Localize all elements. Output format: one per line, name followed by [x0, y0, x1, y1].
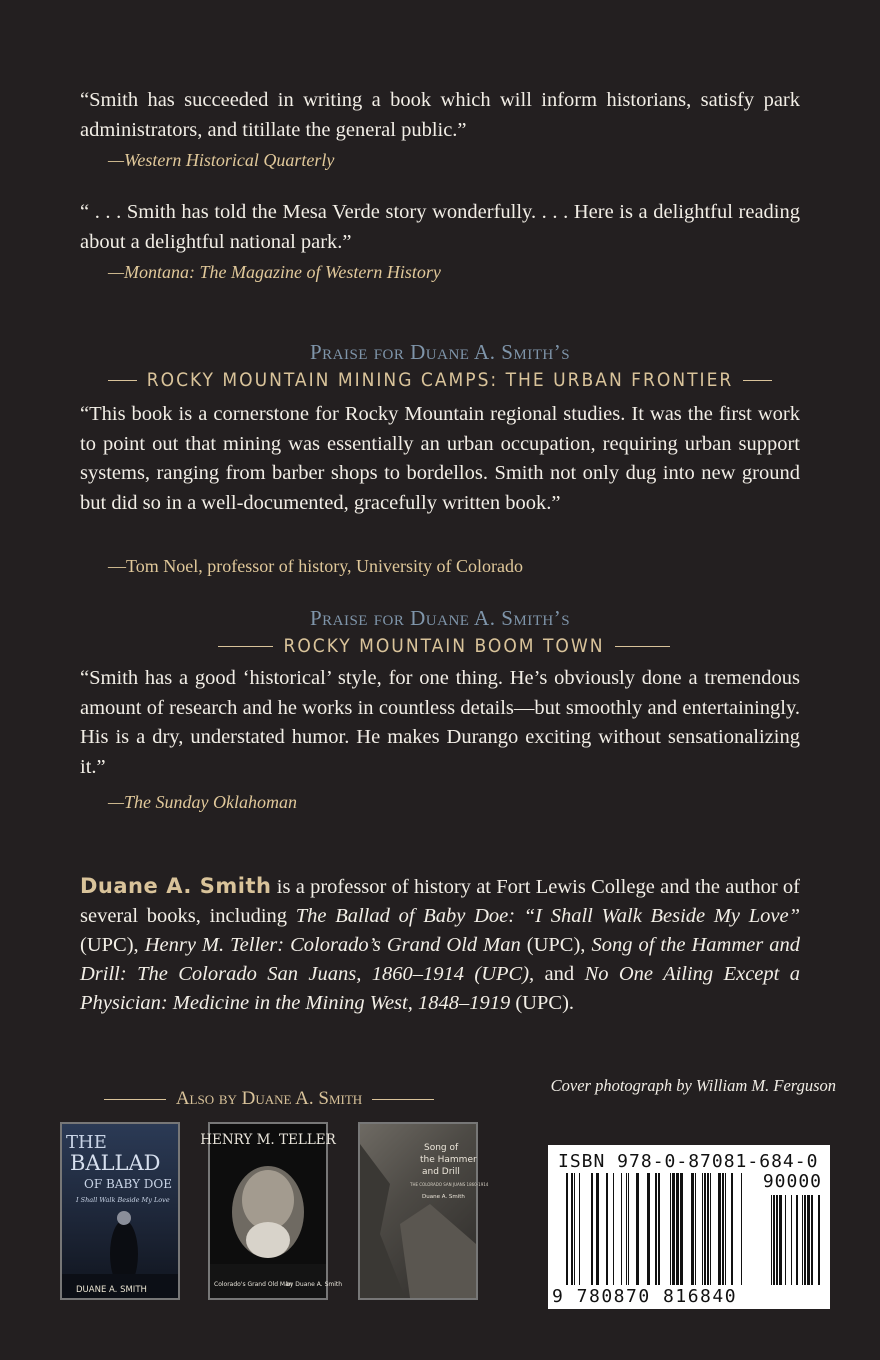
ballad-title-c: OF BABY DOE: [84, 1177, 173, 1191]
praise-quote-1: “This book is a cornerstone for Rocky Mountain regional studies. It was the first work to point out that mining was essentially an urban occupation, requiring urban support systems, ranging from barber shops to bordellos. Smith not only dug into new ground but did so in a well-documented, gracefully written book.”: [80, 403, 800, 514]
barcode-bar: [771, 1195, 772, 1285]
barcode-bar: [613, 1173, 614, 1285]
bio-text: (UPC).: [510, 992, 575, 1014]
barcode-bar: [785, 1195, 786, 1285]
praise-source-1: —Tom Noel, professor of history, University of Colorado: [108, 556, 524, 576]
barcode-bar: [818, 1195, 820, 1285]
bio-book-3: Song of the Hammer and Drill: The Colorado San Juans, 1860–1914 (UPC): [80, 934, 800, 985]
bio-book-1: The Ballad of Baby Doe: “I Shall Walk Beside My Love”: [295, 905, 800, 927]
barcode-bar: [722, 1173, 724, 1285]
barcode-bar: [571, 1173, 573, 1285]
barcode-box: [548, 1145, 830, 1309]
praise-source-2: —The Sunday Oklahoman: [108, 792, 297, 812]
barcode-bar: [680, 1173, 683, 1285]
barcode-bar: [807, 1195, 810, 1285]
barcode-bar: [811, 1195, 813, 1285]
ballad-subtitle: I Shall Walk Beside My Love: [76, 1196, 170, 1204]
barcode-bar: [658, 1173, 660, 1285]
barcode-bar: [574, 1173, 575, 1285]
cover-credit: Cover photograph by William M. Ferguson: [550, 1076, 836, 1095]
book-cover-teller-art: [200, 1124, 343, 1298]
barcode-bar: [695, 1173, 696, 1285]
barcode-bar: [591, 1173, 593, 1285]
teller-subtitle: Colorado's Grand Old Man: [214, 1281, 293, 1288]
ean-digits: 9 780870 816840: [552, 1286, 738, 1307]
barcode-bars: [548, 1145, 830, 1309]
isbn-text: ISBN 978-0-87081-684-0: [558, 1151, 819, 1172]
teller-title: HENRY M. TELLER: [200, 1132, 336, 1148]
barcode-bar: [626, 1173, 627, 1285]
book-cover-ballad-art: [62, 1124, 178, 1298]
bio-book-2: Henry M. Teller: Colorado’s Grand Old Man: [144, 934, 521, 956]
review-source-1: —Western Historical Quarterly: [108, 150, 335, 170]
review-quote-1: “Smith has succeeded in writing a book which will inform historians, satisfy park administrators, and titillate the general public.”: [80, 89, 800, 141]
hammer-title-b: the Hammer: [420, 1155, 477, 1165]
barcode-bar: [725, 1173, 726, 1285]
book-cover-hammer-art: [360, 1124, 489, 1298]
barcode-bar: [621, 1173, 622, 1285]
ballad-title-b: BALLAD: [70, 1151, 161, 1175]
barcode-bar: [731, 1173, 733, 1285]
barcode-bar: [804, 1195, 806, 1285]
book-cover-teller: [200, 1122, 343, 1300]
barcode-bar: [566, 1173, 568, 1285]
barcode-bar: [796, 1195, 798, 1285]
ballad-title-a: THE: [66, 1132, 107, 1153]
barcode-bar: [741, 1173, 742, 1285]
book-cover-hammer: [358, 1122, 489, 1300]
barcode-bar: [704, 1173, 706, 1285]
barcode-bar: [718, 1173, 721, 1285]
author-name: Duane A. Smith: [80, 874, 272, 898]
author-bio: [80, 872, 800, 1018]
bio-text: (UPC),: [80, 934, 145, 956]
hammer-subtitle: THE COLORADO SAN JUANS 1860-1914: [410, 1182, 489, 1187]
barcode-bar: [670, 1173, 671, 1285]
praise-title-rule-2: [218, 634, 670, 658]
barcode-bar: [773, 1195, 775, 1285]
bio-text: (UPC),: [520, 934, 592, 956]
teller-author: by Duane A. Smith: [286, 1281, 343, 1288]
barcode-bar: [710, 1173, 711, 1285]
barcode-bar: [596, 1173, 599, 1285]
price-code: 90000: [762, 1171, 822, 1192]
praise-heading-1: Praise for Duane A. Smith’s: [309, 340, 571, 364]
review-quote-2: “ . . . Smith has told the Mesa Verde story wonderfully. . . . Here is a delightful reading about a delightful national park.”: [80, 201, 800, 253]
barcode-bar: [655, 1173, 657, 1285]
barcode-bar: [776, 1195, 778, 1285]
bio-text: is a professor of history at Fort Lewis College and the author of several books, including: [80, 876, 801, 927]
bio-book-4: No One Ailing Except a Physician: Medicine in the Mining West, 1848–1919: [80, 963, 800, 1014]
praise-book-title-1: ROCKY MOUNTAIN MINING CAMPS: THE URBAN FRONTIER: [146, 369, 734, 391]
hammer-author: Duane A. Smith: [422, 1194, 465, 1200]
hammer-title-a: Song of: [424, 1143, 459, 1153]
barcode-bar: [647, 1173, 650, 1285]
barcode-bar: [636, 1173, 639, 1285]
barcode-bar: [691, 1173, 694, 1285]
barcode-bar: [628, 1173, 629, 1285]
barcode-bar: [672, 1173, 675, 1285]
ballad-author: DUANE A. SMITH: [76, 1285, 147, 1295]
praise-book-title-2: ROCKY MOUNTAIN BOOM TOWN: [283, 635, 605, 657]
barcode-bar: [676, 1173, 679, 1285]
barcode-bar: [802, 1195, 803, 1285]
also-by-heading: [104, 1088, 434, 1110]
barcode-bar: [606, 1173, 608, 1285]
barcode-bar: [791, 1195, 792, 1285]
hammer-title-c: and Drill: [422, 1167, 460, 1177]
praise-quote-2: “Smith has a good ‘historical’ style, for one thing. He’s obviously done a tremendous amount of research and he works in countless details—but smoothly and entertainingly. His is a dry, understated humor. He makes Durango exciting without sensationalizing it.”: [80, 667, 800, 778]
also-by-text: Also by Duane A. Smith: [175, 1088, 363, 1109]
review-source-2: —Montana: The Magazine of Western History: [108, 262, 441, 282]
barcode-bar: [779, 1195, 782, 1285]
book-cover-ballad: [60, 1122, 180, 1300]
barcode-bar: [579, 1173, 580, 1285]
bio-text: , and: [529, 963, 585, 985]
praise-title-rule-1: [108, 368, 772, 392]
barcode-bar: [702, 1173, 703, 1285]
barcode-bar: [707, 1173, 709, 1285]
praise-heading-2: Praise for Duane A. Smith’s: [309, 606, 571, 630]
